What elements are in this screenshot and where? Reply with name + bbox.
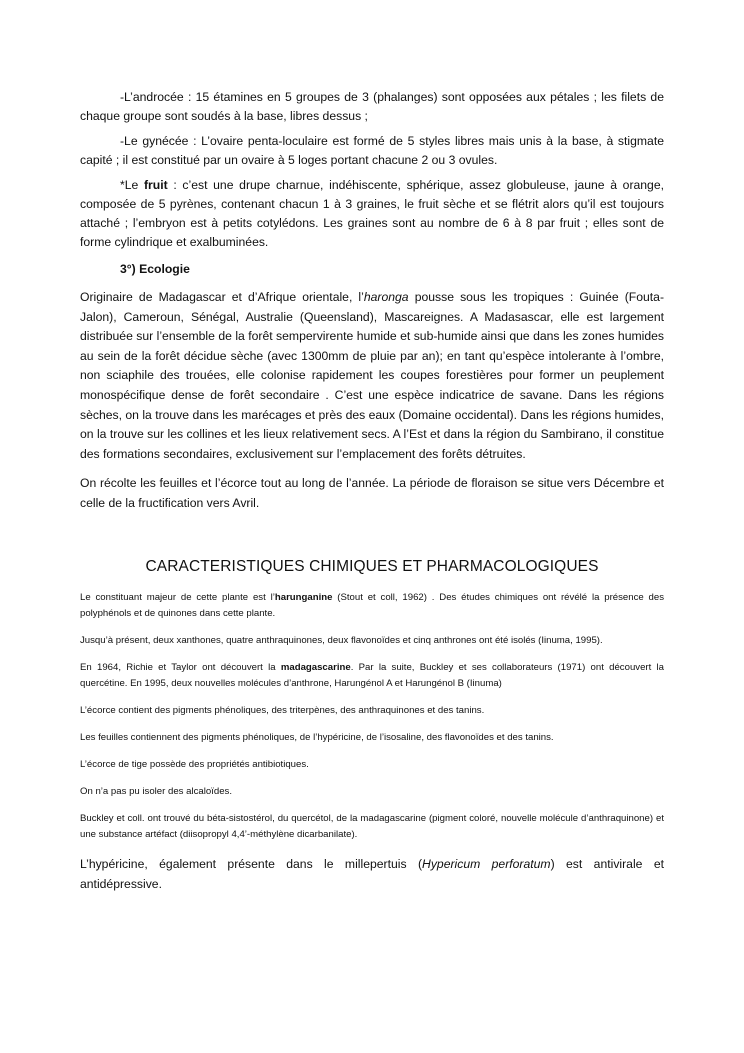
chem-paragraph-4: L’écorce contient des pigments phénoliques, des triterpènes, des anthraquinones et des tanins. [80, 704, 485, 716]
hypericum-term: Hypericum perforatum [422, 856, 551, 871]
chem-p1-b: (Stout et coll, 1962) . Des études chimiques ont révélé la présence des polyphénols et de quinones dans cette plante. [80, 591, 665, 619]
gynecee-paragraph: -Le gynécée : L’ovaire penta-loculaire est formé de 5 styles libres mais unis à la base, à stigmate capité ; il est constitué par un ovaire à 5 loges portant chacune 2 ou 3 ovules. [80, 134, 664, 167]
chem-paragraph-8: Buckley et coll. ont trouvé du béta-sistostérol, du quercétol, de la madagascarine (pigment coloré, nouvelle molécule d’anthraquinone) et une substance artéfact (diisopropyl 4,4’-méthylène dicarbanilate). [80, 812, 664, 840]
haronga-term: haronga [363, 290, 409, 304]
hyp-text-a: L’hypéricine, également présente dans le millepertuis ( [80, 856, 423, 871]
ecology-heading: 3°) Ecologie [120, 262, 190, 276]
chem-p3-b: . Par la suite, Buckley et ses collaborateurs (1971) ont découvert la quercétine. En 1995, deux nouvelles molécules d’anthrone, Harungénol A et Harungénol B (Iinuma) [80, 661, 664, 689]
harunganine-term: harunganine [274, 591, 333, 603]
harvest-paragraph: On récolte les feuilles et l’écorce tout au long de l’année. La période de floraison se situe vers Décembre et celle de la fructification vers Avril. [80, 476, 664, 510]
chem-paragraph-1 [80, 590, 664, 622]
fruit-paragraph [80, 176, 664, 252]
ecology-text-a: Originaire de Madagascar et d’Afrique orientale, l’ [80, 290, 364, 304]
chem-paragraph-5: Les feuilles contiennent des pigments phénoliques, de l’hypéricine, de l’isosaline, des flavonoïdes et des tanins. [80, 731, 554, 743]
chem-paragraph-6: L’écorce de tige possède des propriétés antibiotiques. [80, 758, 309, 770]
fruit-description: : c’est une drupe charnue, indéhiscente, sphérique, assez globuleuse, jaune à orange, composée de 5 pyrènes, contenant chacun 1 à 3 graines, le fruit sèche et se flétrit alors qu’il est toujours attaché ; l’embryon est à petits cotylédons. Les graines sont au nombre de 6 à 8 par fruit ; elles sont de forme cylindrique et exalbuminées. [80, 178, 664, 249]
fruit-term: fruit [143, 178, 168, 192]
ecology-paragraph [80, 288, 664, 464]
ecology-text-b: pousse sous les tropiques : Guinée (Fouta-Jalon), Cameroun, Sénégal, Australie (Queensland), Mascareignes. A Madasascar, elle est largement distribuée sur l’ensemble de la forêt sempervirente humide et sub-humide ainsi que dans les zones humides au sein de la forêt décidue sèche (avec 1300mm de pluie par an); en tant qu’espèce intolerante à l’ombre, non sciaphile des trouées, elle colonise rapidement les coupes forestières pour former un peuplement monospécifique dense de forêt secondaire . C’est une espèce indicatrice de savane. Dans les régions sèches, on la trouve dans les marécages et près des eaux (Domaine occidental). Dans les régions humides, on la trouve sur les collines et les lieux relativement secs. A l’Est et dans la région du Sambirano, il constitue des formations secondaires, exclusivement sur l’emplacement des forêts détruites. [80, 290, 664, 461]
hyp-text-b: ) est antivirale et antidépressive. [80, 856, 664, 891]
chem-p1-a: Le constituant majeur de cette plante est l’ [80, 591, 275, 603]
madagascarine-term: madagascarine [280, 661, 351, 673]
hypericine-paragraph [80, 854, 664, 894]
androcee-paragraph: -L’androcée : 15 étamines en 5 groupes de 3 (phalanges) sont opposées aux pétales ; les filets de chaque groupe sont soudés à la base, libres dessus ; [80, 90, 664, 123]
chem-p3-a: En 1964, Richie et Taylor ont découvert la [80, 661, 281, 673]
section-title: CARACTERISTIQUES CHIMIQUES ET PHARMACOLOGIQUES [145, 557, 599, 575]
chem-paragraph-2: Jusqu’à présent, deux xanthones, quatre anthraquinones, deux flavonoïdes et cinq anthrones ont été isolés (Iinuma, 1995). [80, 634, 603, 646]
chem-paragraph-3 [80, 660, 664, 692]
fruit-prefix: *Le [120, 178, 144, 192]
chem-paragraph-7: On n’a pas pu isoler des alcaloïdes. [80, 785, 232, 797]
